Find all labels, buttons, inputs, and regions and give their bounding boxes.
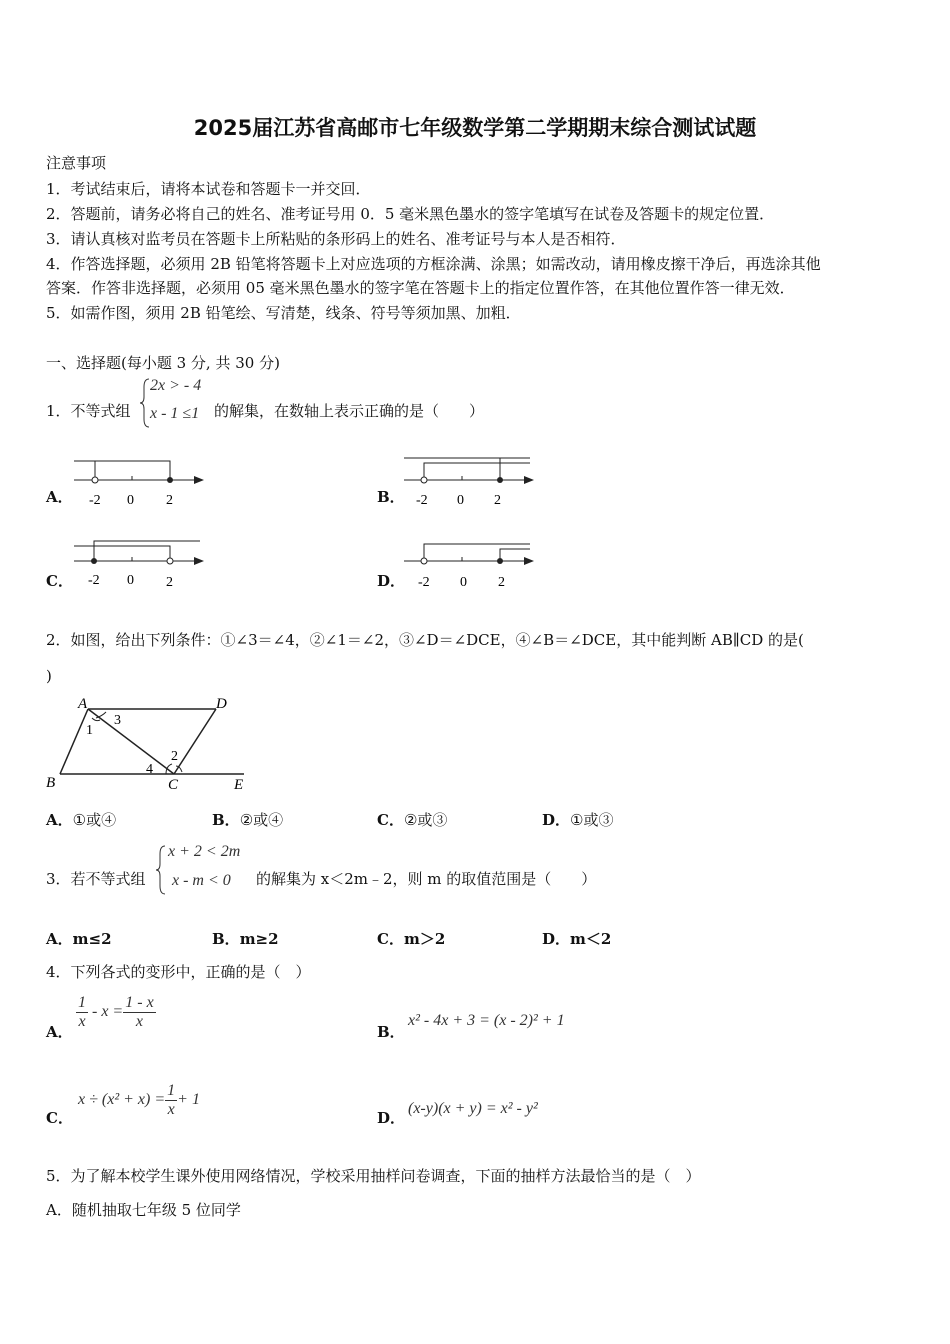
note-item: 1．考试结束后，请将本试卷和答题卡一并交回． — [46, 180, 371, 198]
q4-option-c-label[interactable]: C． — [46, 1109, 73, 1127]
q1-number: 1． — [46, 402, 71, 420]
q3-option-b[interactable]: B．m≥2 — [212, 930, 279, 948]
q2-figure — [44, 692, 254, 792]
q1-option-b-label[interactable]: B． — [377, 488, 405, 506]
q2-stem-line1: 2．如图，给出下列条件：①∠3＝∠4，②∠1＝∠2，③∠D＝∠DCE，④∠B＝∠DCE，其中能判断 AB∥CD 的是( — [46, 631, 804, 649]
section-heading: 一、选择题(每小题 3 分, 共 30 分) — [46, 354, 280, 372]
q2-option-d[interactable]: D．①或③ — [542, 811, 614, 829]
q5-option-a[interactable]: A．随机抽取七年级 5 位同学 — [46, 1201, 241, 1219]
angle-label-2: 2 — [171, 749, 178, 764]
q2-option-b[interactable]: B．②或④ — [212, 811, 284, 829]
note-item: 3．请认真核对监考员在答题卡上所粘贴的条形码上的姓名、准考证号与本人是否相符． — [46, 230, 626, 248]
q1-number-line-b — [400, 452, 540, 512]
note-item: 5．如需作图，须用 2B 铅笔绘、写清楚，线条、符号等须加黑、加粗． — [46, 304, 521, 322]
q1-option-c-label[interactable]: C． — [46, 572, 73, 590]
q1-number-line-d — [400, 536, 540, 596]
q2-option-a[interactable]: A．①或④ — [46, 811, 117, 829]
q4-stem: 4．下列各式的变形中，正确的是（ ） — [46, 963, 311, 981]
angle-label-1: 1 — [86, 723, 93, 738]
tick-label: 0 — [457, 493, 464, 508]
point-label-b: B — [46, 775, 56, 791]
q1-pre: 不等式组 — [70, 402, 131, 420]
q3-post: 的解集为 x＜2m﹣2，则 m 的取值范围是（ ） — [256, 870, 597, 888]
q2-option-c[interactable]: C．②或③ — [377, 811, 448, 829]
q4-option-a-label[interactable]: A． — [46, 1023, 73, 1041]
q4-option-b-label[interactable]: B． — [377, 1023, 405, 1041]
q4-option-c-expr: x ÷ (x² + x) = $\frac{1}{x}$ + 1 — [78, 1082, 200, 1118]
q1-inequality-2: x - 1 ≤1 — [150, 405, 200, 422]
tick-label: 2 — [494, 493, 501, 508]
q3-option-c[interactable]: C．m＞2 — [377, 930, 446, 948]
q3-pre: 若不等式组 — [70, 870, 146, 888]
q1-option-d-label[interactable]: D． — [377, 572, 406, 590]
tick-label: 0 — [127, 493, 134, 508]
q3-number: 3． — [46, 870, 71, 888]
angle-label-4: 4 — [146, 762, 153, 777]
tick-label: 2 — [166, 575, 173, 590]
tick-label: -2 — [89, 493, 101, 508]
q4-option-b-expr: x² - 4x + 3 = (x - 2)² + 1 — [408, 1012, 565, 1029]
q1-number-line-a — [70, 452, 210, 512]
q1-option-a-label[interactable]: A． — [46, 488, 73, 506]
point-label-c: C — [168, 777, 179, 792]
page-title: 2025届江苏省高邮市七年级数学第二学期期末综合测试试题 — [193, 116, 757, 140]
q2-stem-line2: ) — [46, 667, 52, 685]
tick-label: 2 — [166, 493, 173, 508]
q4-option-d-expr: (x-y)(x + y) = x² - y² — [408, 1100, 538, 1117]
q3-inequality-2: x - m < 0 — [172, 872, 231, 889]
note-item: 2．答题前，请务必将自己的姓名、准考证号用 0．5 毫米黑色墨水的签字笔填写在试卷及答题卡的规定位置． — [46, 205, 775, 223]
tick-label: -2 — [88, 573, 100, 588]
q1-number-line-c — [70, 536, 210, 596]
q1-inequality-1: 2x > - 4 — [150, 377, 202, 394]
q3-option-d[interactable]: D．m＜2 — [542, 930, 612, 948]
q1-stem — [46, 400, 131, 421]
q3-option-a[interactable]: A．m≤2 — [46, 930, 112, 948]
angle-label-3: 3 — [114, 713, 121, 728]
q3-inequality-1: x + 2 < 2m — [168, 843, 241, 860]
q5-stem: 5．为了解本校学生课外使用网络情况，学校采用抽样问卷调查，下面的抽样方法最恰当的是（ ） — [46, 1167, 701, 1185]
point-label-a: A — [78, 696, 88, 712]
tick-label: 0 — [127, 573, 134, 588]
notes-heading: 注意事项 — [46, 154, 107, 172]
tick-label: -2 — [416, 493, 428, 508]
point-label-e: E — [234, 777, 244, 792]
point-label-d: D — [216, 696, 227, 712]
tick-label: -2 — [418, 575, 430, 590]
note-item: 4．作答选择题，必须用 2B 铅笔将答题卡上对应选项的方框涂满、涂黑；如需改动，请用橡皮擦干净后，再选涂其他 — [46, 255, 821, 273]
note-item: 答案．作答非选择题，必须用 05 毫米黑色墨水的签字笔在答题卡上的指定位置作答，在其他位置作答一律无效． — [46, 279, 795, 297]
q3-stem — [46, 868, 146, 889]
q4-option-a-expr: $\frac{1}{x}$ - x = $\frac{1 - x}{x}$ — [78, 994, 154, 1030]
tick-label: 0 — [460, 575, 467, 590]
q1-post: 的解集，在数轴上表示正确的是（ ） — [214, 402, 485, 420]
q4-option-d-label[interactable]: D． — [377, 1109, 406, 1127]
tick-label: 2 — [498, 575, 505, 590]
